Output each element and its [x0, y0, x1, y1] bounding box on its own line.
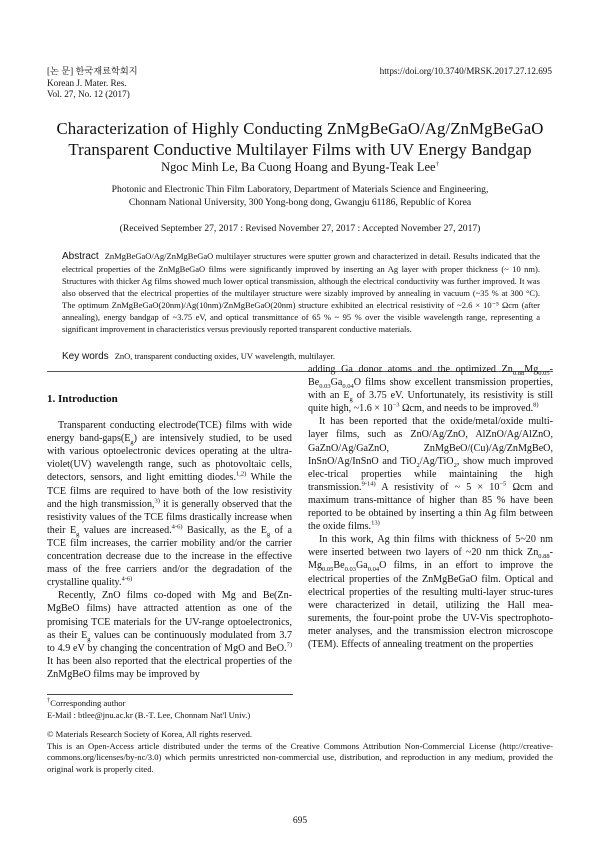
keywords-text: ZnO, transparent conducting oxides, UV wavelength, multilayer. [114, 351, 336, 361]
authors-text: Ngoc Minh Le, Ba Cuong Hoang and Byung-Teak Lee [161, 160, 436, 174]
body-paragraph: Transparent conducting electrode(TCE) films with wide energy band-$gaps(E_g)$ are intensively studied, to be used with various optoelectronic devices operating at the ultra-violet(UV) wavelength range, such as photovoltaic cells, detectors, sensors, and light emitting diodes.$^{1,2)}$ While the TCE films are required to have both of the low resistivity and the high transmission,$^{3)}$ it is generally observed that the resistivity values of the TCE films drastically increase when their $E_g$ values are increased.$^{4-6)}$ Basically, as the $E_g$ of a TCE film increases, the carrier mobility and/or the carrier concentration decrease due to the increase in the effective mass of the free carriers and/or the degradation of the crystalline quality.$^{4-6)}$ [47, 420, 293, 589]
submission-dates: (Received September 27, 2017 : Revised November 27, 2017 : Accepted November 27, 2017) [119, 223, 481, 234]
right-column [308, 363, 553, 651]
keywords-label: Key words [62, 351, 109, 362]
affiliation [50, 183, 550, 209]
abstract-label: Abstract [62, 251, 99, 262]
body-paragraph: It has been reported that the oxide/metal/oxide multi-layer films, such as ZnO/Ag/ZnO, AlZnO/Ag/AlZnO, GaZnO/Ag/GaZnO, ZnMgBeO/(Cu)/Ag/ZnMgBeO, InSnO/Ag/InSnO and TiO$_2$/Ag/TiO$_2$, show much improved elec-trical properties while maintaining the high transmission.$^{9-14)}$ A resistivity of ~ $5 \times 10^{-5}$ Ωcm and maximum trans-mittance of higher than 85 % have been reported to be obtained by inserting a thin Ag film between the oxide films.$^{13)}$ [308, 416, 553, 533]
affiliation-line-1: Photonic and Electronic Thin Film Laboratory, Department of Materials Science and Engineering, [111, 184, 489, 195]
copyright-notice: © Materials Research Society of Korea, All rights reserved. [47, 729, 253, 740]
body-paragraph: In this work, Ag thin films with thickness of 5~20 nm were inserted between two layers of ~20 nm thick $Zn_{0.88}-Mg_{0.05}Be_{0.03}Ga_{0.04}O$ films, in an effort to improve the electrical properties of the ZnMgBeGaO film. Optical and electrical properties of the resulting multi-layer struc-tures were characterized in detail, utilizing the Hall mea-surements, the four-point probe the UV-Vis spectrophoto-meter analyses, and the transmission electron microscope (TEM). Effects of annealing treatment on the properties [308, 534, 553, 650]
journal-volume: Vol. 27, No. 12 (2017) [47, 89, 130, 99]
doi-link[interactable]: https://doi.org/10.3740/MRSK.2017.27.12.695 [379, 66, 552, 76]
journal-name-english: Korean J. Mater. Res. [47, 77, 127, 88]
section-heading: 1. Introduction [47, 393, 118, 405]
title-line-2: Transparent Conductive Multilayer Films with UV Energy Bandgap [68, 140, 532, 159]
affiliation-line-2: Chonnam National University, 300 Yong-bong dong, Gwangju 61186, Republic of Korea [128, 197, 472, 208]
author-email: E-Mail : btlee@jnu.ac.kr (B.-T. Lee, Chonnam Nat'l Univ.) [47, 709, 251, 720]
abstract [62, 250, 540, 335]
abstract-text: ZnMgBeGaO/Ag/ZnMgBeGaO multilayer structures were sputter grown and characterized in detail. Results indicated that the electrical properties of the ZnMgBeGaO films were significantly improved by inserting an Ag layer with proper thickness (~ 10 nm). Structures with thicker Ag films showed much lower optical transmission, although the electrical conductivity was further improved. It was also observed that the electrical properties of the multilayer structure were sizably improved by annealing in vacuum (~35 % at 300 °C). The optimum ZnMgBeGaO(20nm)/Ag(10nm)/ZnMgBeGaO(20nm) structure exhibited an electrical resistivity of ~2.6 × 10⁻⁵ Ωcm (after annealing), energy bandgap of ~3.75 eV, and optical transmittance of 65 % ~ 95 % over the visible wavelength range, representing a significant improvement in characteristics versus previously reported transparent conductive materials. [62, 251, 540, 334]
page-number: 695 [292, 816, 308, 826]
title-line-1: Characterization of Highly Conducting ZnMgBeGaO/Ag/ZnMgBeGaO [56, 119, 544, 138]
body-paragraph: Recently, ZnO films co-doped with Mg and Be(Zn-MgBeO films) have attracted attention as one of the promising TCE materials for the UV-range optoelectronics, as their $E_g$ values can be continuously modulated from 3.7 to 4.9 eV by changing the concentration of MgO and BeO.$^{7)}$ It has been also reported that the electrical properties of the ZnMgBeO films may be improved by [47, 590, 292, 680]
footnote-divider [47, 694, 293, 695]
footnotes [47, 698, 553, 776]
journal-header [47, 66, 138, 101]
journal-name-korean: [논 문] 한국재료학회지 [47, 66, 138, 76]
corresponding-mark: † [435, 160, 439, 168]
corresponding-author-note: †Corresponding author [47, 697, 126, 708]
author-list [30, 160, 570, 175]
body-paragraph: adding Ga donor atoms and the optimized $Zn_{0.88}Mg_{0.05}-Be_{0.03}Ga_{0.04}O$ films show excellent transmission properties, with an $E_g$ of 3.75 eV. Unfortunately, its resistivity is still quite high, ~1.6 × $10^{-3}$ Ωcm, and needs to be improved.$^{8)}$ [308, 364, 554, 415]
left-column [47, 393, 292, 681]
article-title [30, 118, 570, 160]
keywords [62, 351, 540, 362]
license-notice: This is an Open-Access article distributed under the terms of the Creative Commons Attribution Non-Commercial License (http://creative-commons.org/licenses/by-nc/3.0) which permits unrestricted non-commercial use, distribution, and reproduction in any medium, provided the original work is properly cited. [47, 740, 553, 774]
